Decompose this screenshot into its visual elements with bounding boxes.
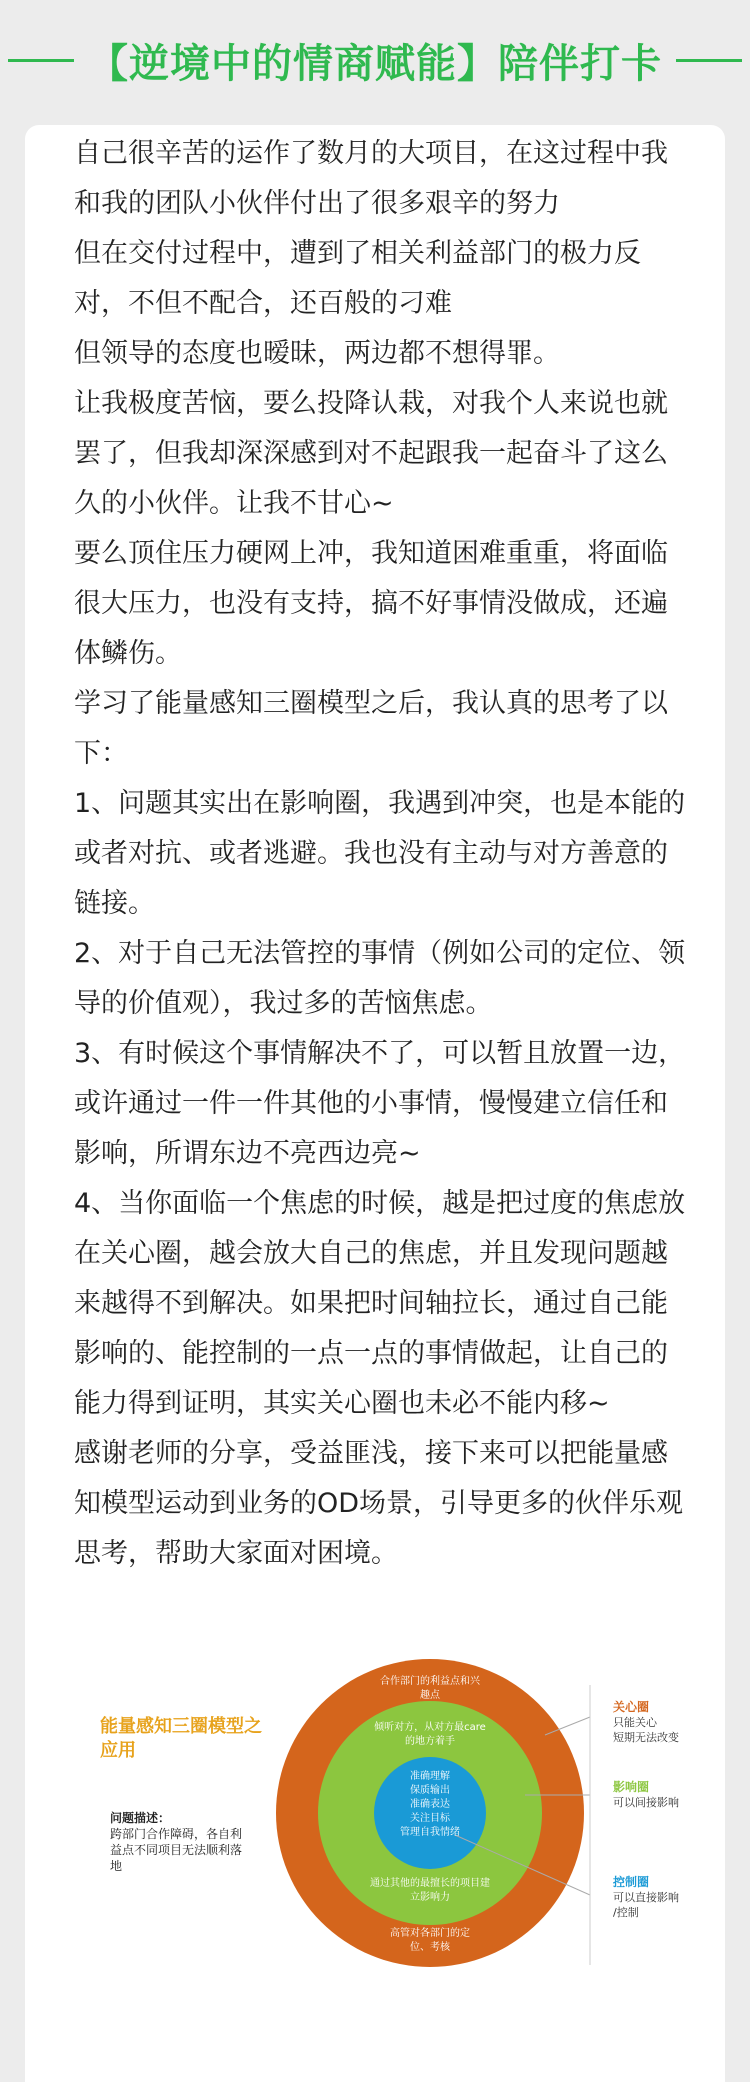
problem-heading: 问题描述： xyxy=(110,1811,171,1825)
legend-control-text: 可以直接影响 /控制 xyxy=(613,1891,679,1919)
header-right-rule xyxy=(676,59,742,62)
legend-influence-text: 可以间接影响 xyxy=(613,1796,679,1809)
middle-top-label: 倾听对方，从对方最care的地方着手 xyxy=(374,1722,486,1747)
figure-title: 能量感知三圈模型之应用 xyxy=(100,1716,262,1761)
paragraph: 感谢老师的分享，受益匪浅，接下来可以把能量感知模型运动到业务的OD场景，引导更多的伙伴乐观思考，帮助大家面对困境。 xyxy=(74,1438,684,1569)
problem-description xyxy=(110,1810,250,1874)
paragraph: 3、有时候这个事情解决不了，可以暂且放置一边，或许通过一件一件其他的小事情，慢慢建立信任和影响，所谓东边不亮西边亮~ xyxy=(74,1038,686,1169)
page-title: 【逆境中的情商赋能】陪伴打卡 xyxy=(88,40,662,87)
legend-concern xyxy=(613,1700,679,1745)
legend-concern-text: 只能关心 短期无法改变 xyxy=(613,1716,679,1744)
outer-bottom-label: 高管对各部门的定位、考核 xyxy=(390,1928,470,1953)
legend-control-heading: 控制圈 xyxy=(613,1875,650,1889)
header xyxy=(0,0,750,120)
paragraph: 但在交付过程中，遭到了相关利益部门的极力反对，不但不配合，还百般的刁难 xyxy=(74,238,641,319)
paragraph: 自己很辛苦的运作了数月的大项目，在这过程中我和我的团队小伙伴付出了很多艰辛的努力 xyxy=(74,138,668,219)
legend-control xyxy=(613,1875,679,1920)
legend-influence-heading: 影响圈 xyxy=(613,1780,650,1794)
paragraph: 4、当你面临一个焦虑的时候，越是把过度的焦虑放在关心圈，越会放大自己的焦虑，并且发现问题越来越得不到解决。如果把时间轴拉长，通过自己能影响的、能控制的一点一点的事情做起，让自己的能力得到证明，其实关心圈也未必不能内移~ xyxy=(74,1188,686,1419)
paragraph: 要么顶住压力硬网上冲，我知道困难重重，将面临很大压力，也没有支持，搞不好事情没做成，还遍体鳞伤。 xyxy=(74,538,668,669)
legend-influence xyxy=(613,1780,679,1810)
legend-concern-heading: 关心圈 xyxy=(613,1700,650,1714)
problem-text: 跨部门合作障碍，各自利益点不同项目无法顺利落地 xyxy=(110,1827,243,1873)
article-body xyxy=(74,129,694,1579)
middle-bottom-label: 通过其他的最擅长的项目建立影响力 xyxy=(370,1878,490,1903)
paragraph: 2、对于自己无法管控的事情（例如公司的定位、领导的价值观），我过多的苦恼焦虑。 xyxy=(74,938,686,1019)
paragraph: 学习了能量感知三圈模型之后，我认真的思考了以下： xyxy=(74,688,668,769)
paragraph: 但领导的态度也暧昧，两边都不想得罪。 xyxy=(74,338,560,369)
paragraph: 让我极度苦恼，要么投降认栽，对我个人来说也就罢了，但我却深深感到对不起跟我一起奋斗了这么久的小伙伴。让我不甘心~ xyxy=(74,388,668,519)
inner-label: 准确理解 保质输出 准确表达 关注目标 管理自我情绪 xyxy=(400,1771,460,1838)
header-left-rule xyxy=(8,59,74,62)
paragraph: 1、问题其实出在影响圈，我遇到冲突，也是本能的或者对抗、或者逃避。我也没有主动与对方善意的链接。 xyxy=(74,788,686,919)
outer-top-label: 合作部门的利益点和兴趣点 xyxy=(380,1676,480,1701)
three-circle-model-figure xyxy=(25,1655,725,2015)
